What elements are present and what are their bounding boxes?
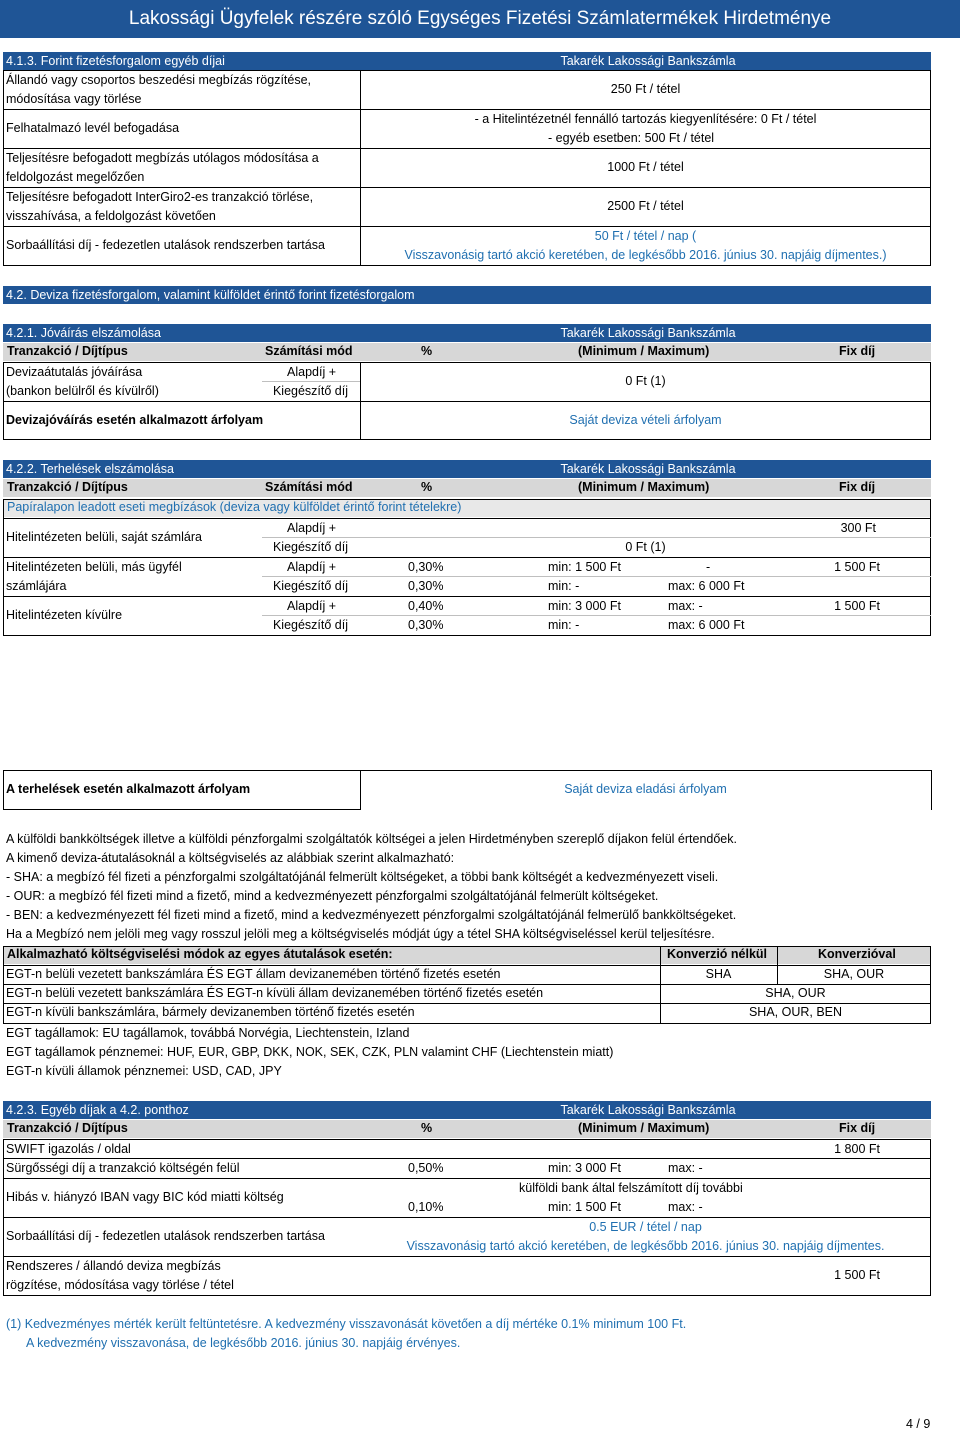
percent: 0,50% [408,1161,444,1175]
costs-value: SHA [705,967,732,981]
info-line: EGT tagállamok: EU tagállamok, továbbá Norvégia, Liechtenstein, Izland [6,1026,410,1040]
col-mode: Számítási mód [265,480,353,494]
calc-mode: Alapdíj + [287,560,336,574]
row-label: Sorbaállítási díj - fedezetlen utalások rendszerben tartása [6,238,325,252]
row-label: SWIFT igazolás / oldal [6,1142,131,1156]
calc-mode: Alapdíj + [287,521,336,535]
row-value: 0.5 EUR / tétel / nap [589,1220,702,1234]
costs-value: SHA, OUR [765,986,826,1000]
calc-mode: Alapdíj + [287,599,336,613]
row-label: számlájára [6,579,67,593]
column-header-row [3,1120,931,1138]
row-value: Visszavonásig tartó akció keretében, de legkésőbb 2016. június 30. napjáig díjmentes.) [404,248,887,262]
section-422-product: Takarék Lakossági Bankszámla [560,462,736,476]
rate-label: A terhelések esetén alkalmazott árfolyam [6,782,251,796]
percent: 0,10% [408,1200,444,1214]
section-421-header [3,324,931,342]
fix-fee: 300 Ft [840,521,876,535]
col-minmax: (Minimum / Maximum) [578,1121,710,1135]
fix-fee: 1 500 Ft [834,599,880,613]
page-title: Lakossági Ügyfelek részére szóló Egységes Fizetési Számlatermékek Hirdetménye [128,8,832,29]
col-fix: Fix díj [839,344,876,358]
page-number: 4 / 9 [906,1417,931,1431]
note-line: A kimenő deviza-átutalásoknál a költségviselés az alábbiak szerint alkalmazható: [6,851,455,865]
maximum: max: - [668,1200,703,1214]
row-label: Teljesítésre befogadott megbízás utólagos módosítása a [6,151,319,165]
row-label: Hibás v. hiányzó IBAN vagy BIC kód miatti költség [6,1190,284,1204]
section-42-title: 4.2. Deviza fizetésforgalom, valamint külföldet érintő forint fizetésforgalom [6,288,415,302]
note-line: - SHA: a megbízó fél fizeti a pénzforgalmi szolgáltatójánál felmerült költségeket, a többi bank költségét a kedvezményezett viseli. [6,870,719,884]
row-value: 250 Ft / tétel [610,82,681,96]
row-value: - egyéb esetben: 500 Ft / tétel [548,131,715,145]
col-transaction: Tranzakció / Díjtípus [7,1121,128,1135]
col-minmax: (Minimum / Maximum) [578,480,710,494]
section-423-product: Takarék Lakossági Bankszámla [560,1103,736,1117]
row-label: Sorbaállítási díj - fedezetlen utalások rendszerben tartása [6,1229,325,1243]
costs-row-label: EGT-n belüli vezetett bankszámlára ÉS EGT állam devizanemében történő fizetés esetén [6,967,501,981]
section-413-header [3,52,931,70]
row-value: 0 Ft (1) [625,540,666,554]
row-value: 2500 Ft / tétel [607,199,684,213]
note-line: Ha a Megbízó nem jelöli meg vagy rosszul jelöli meg a költségviselés módját úgy a tétel SHA költségviseléssel kerül teljesítésre. [6,927,715,941]
maximum: max: 6 000 Ft [668,579,745,593]
calc-mode: Kiegészítő díj [272,579,348,593]
maximum: max: 6 000 Ft [668,618,745,632]
section-423-header [3,1101,931,1119]
col-transaction: Tranzakció / Díjtípus [7,480,128,494]
col-percent: % [421,1121,433,1135]
note-line: A külföldi bankköltségek illetve a külföldi pénzforgalmi szolgáltatók költségei a jelen Hirdetményben szereplő díjakon felül értendőek. [6,832,737,846]
section-413-product: Takarék Lakossági Bankszámla [560,54,736,68]
row-value: külföldi bank által felszámított díj további [519,1181,743,1195]
row-label: (bankon belülről és kívülről) [6,384,159,398]
costs-row-label: EGT-n belüli vezetett bankszámlára ÉS EGT-n kívüli állam devizanemében történő fizetés esetén [6,986,544,1000]
section-423-title: 4.2.3. Egyéb díjak a 4.2. ponthoz [6,1103,189,1117]
percent: 0,30% [408,618,444,632]
column-header-row [3,479,931,497]
col-fix: Fix díj [839,1121,876,1135]
maximum: max: - [668,599,703,613]
row-label: módosítása vagy törlése [6,92,142,106]
section-422-header [3,460,931,478]
row-label: Hitelintézeten belüli, saját számlára [6,530,202,544]
fix-fee: 1 500 Ft [834,560,880,574]
costs-header: Alkalmazható költségviselési módok az egyes átutalások esetén: [7,947,393,961]
note-line: - BEN: a kedvezményezett fél fizeti mind a fizető, mind a kedvezményezett pénzforgalmi szolgáltatójánál felmerülő bankköltségeket. [6,908,737,922]
fix-fee: 1 800 Ft [834,1142,880,1156]
section-413-title: 4.1.3. Forint fizetésforgalom egyéb díjai [6,54,225,68]
minimum: min: 1 500 Ft [548,560,621,574]
page-header-bar [0,0,960,38]
section-42-header [3,286,931,304]
row-label: Állandó vagy csoportos beszedési megbízás rögzítése, [6,73,312,87]
calc-mode: Alapdíj + [287,365,336,379]
section-422-title: 4.2.2. Terhelések elszámolása [6,462,174,476]
note-line: - OUR: a megbízó fél fizeti mind a fizető, mind a kedvezményezett pénzforgalmi szolgáltatójánál felmerült költségeket. [6,889,659,903]
calc-mode: Kiegészítő díj [272,384,348,398]
row-label: Rendszeres / állandó deviza megbízás [6,1259,221,1273]
footnote-line: (1) Kedvezményes mérték került feltüntetésre. A kedvezmény visszavonását követően a díj mértéke 0.1% minimum 100 Ft. [6,1317,687,1331]
calc-mode: Kiegészítő díj [272,540,348,554]
row-label: Hitelintézeten belüli, más ügyfél [6,560,182,574]
row-value: Saját deviza vételi árfolyam [569,413,722,427]
costs-no-conversion: Konverzió nélkül [667,947,768,961]
minimum: min: - [548,579,580,593]
costs-value: SHA, OUR, BEN [748,1005,843,1019]
costs-row-label: EGT-n kívüli bankszámlára, bármely devizanemben történő fizetés esetén [6,1005,415,1019]
minimum: min: 3 000 Ft [548,1161,621,1175]
row-label: Felhatalmazó levél befogadása [6,121,180,135]
col-transaction: Tranzakció / Díjtípus [7,344,128,358]
section-421-product: Takarék Lakossági Bankszámla [560,326,736,340]
col-percent: % [421,344,433,358]
rate-value: Saját deviza eladási árfolyam [564,782,727,796]
footnote-line: A kedvezmény visszavonása, de legkésőbb 2016. június 30. napjáig érvényes. [26,1336,461,1350]
minimum: min: 3 000 Ft [548,599,621,613]
row-label: Teljesítésre befogadott InterGiro2-es tranzakció törlése, [6,190,314,204]
row-value: 50 Ft / tétel / nap ( [594,229,697,243]
column-header-row [3,343,931,361]
info-line: EGT-n kívüli államok pénznemei: USD, CAD, JPY [6,1064,282,1078]
row-value: Visszavonásig tartó akció keretében, de legkésőbb 2016. június 30. napjáig díjmentes. [406,1239,885,1253]
info-line: EGT tagállamok pénznemei: HUF, EUR, GBP, DKK, NOK, SEK, CZK, PLN valamint CHF (Liechtenstein miatt) [6,1045,614,1059]
section-421-title: 4.2.1. Jóváírás elszámolása [6,326,161,340]
row-label: visszahívása, a feldolgozást követően [6,209,216,223]
row-value: - a Hitelintézetnél fennálló tartozás kiegyenlítésére: 0 Ft / tétel [474,112,817,126]
calc-mode: Kiegészítő díj [272,618,348,632]
minimum: min: 1 500 Ft [548,1200,621,1214]
percent: 0,30% [408,579,444,593]
maximum: max: - [668,1161,703,1175]
col-fix: Fix díj [839,480,876,494]
percent: 0,30% [408,560,444,574]
col-mode: Számítási mód [265,344,353,358]
maximum: - [706,560,711,574]
fix-fee: 1 500 Ft [834,1268,880,1282]
sub-header-text: Papíralapon leadott eseti megbízások (deviza vagy külföldet érintő forint tételekre) [7,500,462,514]
row-label: feldolgozást megelőzően [6,170,145,184]
costs-conversion: Konverzióval [818,947,896,961]
row-label: rögzítése, módosítása vagy törlése / tétel [6,1278,234,1292]
costs-value: SHA, OUR [823,967,885,981]
row-label: Devizajóváírás esetén alkalmazott árfolyam [6,413,264,427]
row-value: 0 Ft (1) [625,374,666,388]
row-value: 1000 Ft / tétel [607,160,684,174]
minimum: min: - [548,618,580,632]
row-label: Hitelintézeten kívülre [6,608,123,622]
col-percent: % [421,480,433,494]
row-label: Sürgősségi díj a tranzakció költségén felül [6,1161,240,1175]
row-label: Devizaátutalás jóváírása [6,365,143,379]
col-minmax: (Minimum / Maximum) [578,344,710,358]
percent: 0,40% [408,599,444,613]
